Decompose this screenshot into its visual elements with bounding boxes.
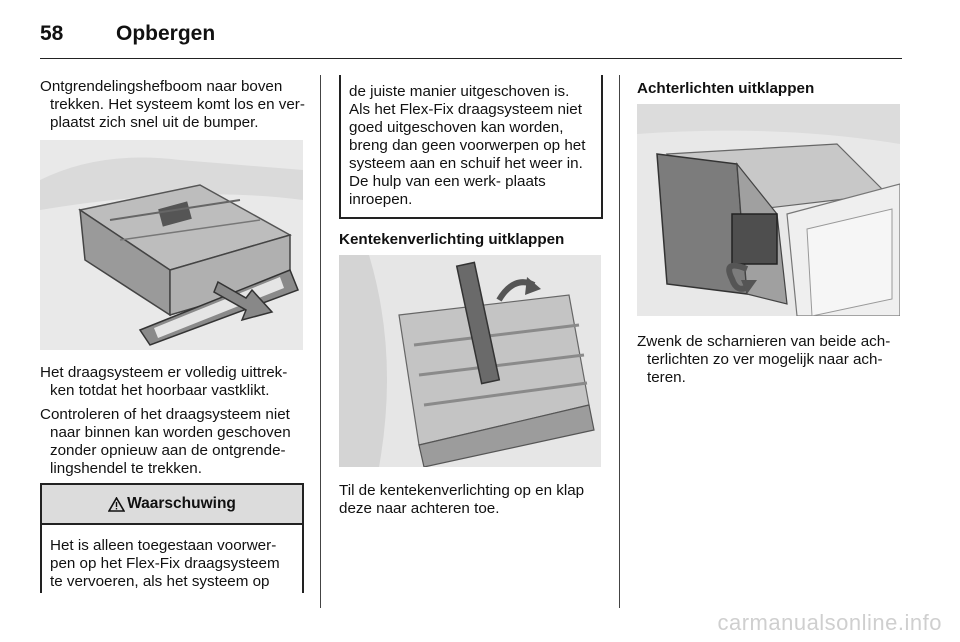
text-block-2: [40, 364, 306, 478]
page-number: 58: [40, 22, 64, 45]
rear-lights-illustration: [637, 104, 900, 316]
watermark: carmanualsonline.info: [717, 610, 942, 635]
paragraph-pull-out: Het draagsysteem er volledig uittrek- ken totdat het hoorbaar vastklikt.: [40, 364, 288, 399]
warning-title: Waarschuwing: [127, 495, 236, 512]
heading-rear-lights: Achterlichten uitklappen: [637, 80, 815, 97]
heading-license-light: Kentekenverlichting uitklappen: [339, 231, 565, 248]
warning-header: [42, 485, 302, 525]
warning-text: Het is alleen toegestaan voorwer- pen op het Flex-Fix draagsysteem te vervoeren, als het systeem op: [50, 537, 280, 590]
caption-rear-lights-block: [637, 333, 902, 387]
intro-paragraph: Ontgrendelingshefboom naar boven trekken. Het systeem komt los en ver- plaatst zich snel uit de bumper.: [40, 78, 305, 131]
column-divider-1: [320, 75, 321, 608]
caption-license-light-block: [339, 482, 604, 518]
intro-text-block: [40, 78, 306, 132]
warning-continued-text: de juiste manier uitgeschoven is. Als het Flex-Fix draagsysteem niet goed uitgeschoven kan worden, breng dan geen voorwerpen op het systeem aan en schuif het weer in. De hulp van een werk- plaats inroepen.: [349, 83, 586, 208]
column-divider-2: [619, 75, 620, 608]
header-divider: [40, 58, 902, 59]
paragraph-check: Controleren of het draagsysteem niet naar binnen kan worden geschoven zonder opnieuw aan de ontgrende- lingshendel te trekken.: [40, 406, 291, 477]
warning-box: [40, 483, 304, 593]
figure-license-light: [339, 255, 601, 467]
page-title: Opbergen: [116, 22, 216, 45]
license-light-illustration: [339, 255, 601, 467]
figure-drawer-pulled-out: [40, 140, 303, 350]
drawer-illustration: [40, 140, 303, 350]
figure-rear-lights: [637, 104, 900, 316]
warning-triangle-icon: [108, 497, 125, 512]
caption-rear-lights: Zwenk de scharnieren van beide ach- terlichten zo ver mogelijk naar ach- teren.: [637, 333, 891, 386]
caption-license-light: Til de kentekenverlichting op en klap deze naar achteren toe.: [339, 482, 585, 517]
warning-continued-box: [339, 75, 603, 219]
page-header: [40, 18, 215, 50]
